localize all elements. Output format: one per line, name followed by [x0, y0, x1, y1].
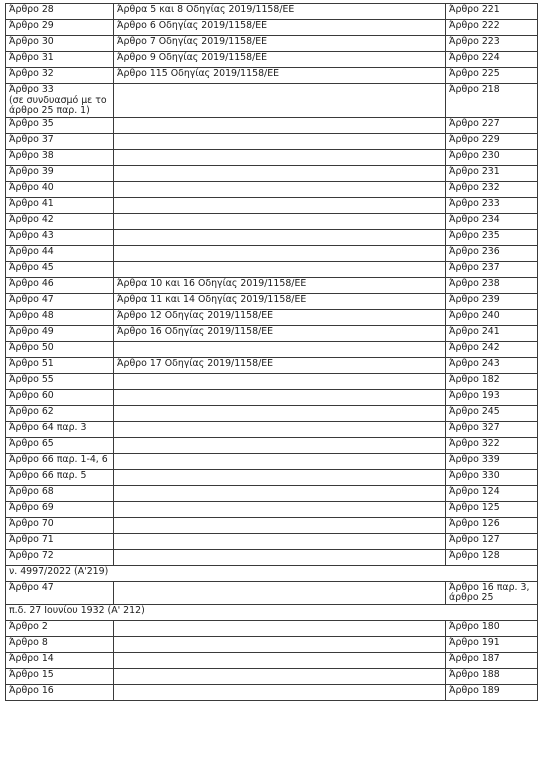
new-law-article-cell: Άρθρο 39: [6, 165, 114, 181]
directive-cell: Άρθρο 17 Οδηγίας 2019/1158/ΕΕ: [114, 357, 446, 373]
new-law-article-cell: Άρθρο 68: [6, 485, 114, 501]
table-row: [6, 277, 538, 293]
new-law-article-cell: Άρθρο 41: [6, 197, 114, 213]
table-row: [6, 389, 538, 405]
new-law-article-cell: Άρθρο 32: [6, 68, 114, 84]
old-law-article-cell: Άρθρο 236: [446, 245, 538, 261]
table-row: [6, 117, 538, 133]
section-header-cell: ν. 4997/2022 (Α'219): [6, 565, 538, 581]
table-row: [6, 373, 538, 389]
table-row: [6, 549, 538, 565]
table-row: [6, 517, 538, 533]
new-law-article-cell: Άρθρο 55: [6, 373, 114, 389]
old-law-article-cell: Άρθρο 232: [446, 181, 538, 197]
directive-cell: [114, 181, 446, 197]
table-row: [6, 533, 538, 549]
directive-cell: [114, 261, 446, 277]
old-law-article-cell: Άρθρο 224: [446, 52, 538, 68]
directive-cell: Άρθρα 5 και 8 Οδηγίας 2019/1158/ΕΕ: [114, 4, 446, 20]
new-law-article-cell: Άρθρο 65: [6, 437, 114, 453]
section-header-row: [6, 604, 538, 620]
new-law-article-cell: Άρθρο 47: [6, 581, 114, 604]
directive-cell: Άρθρο 9 Οδηγίας 2019/1158/ΕΕ: [114, 52, 446, 68]
table-row: [6, 668, 538, 684]
old-law-article-cell: Άρθρο 327: [446, 421, 538, 437]
old-law-article-cell: Άρθρο 16 παρ. 3, άρθρο 25: [446, 581, 538, 604]
old-law-article-cell: Άρθρο 227: [446, 117, 538, 133]
table-row: [6, 405, 538, 421]
table-row: [6, 357, 538, 373]
new-law-article-cell: Άρθρο 40: [6, 181, 114, 197]
table-row: [6, 84, 538, 118]
directive-cell: [114, 533, 446, 549]
old-law-article-cell: Άρθρο 230: [446, 149, 538, 165]
directive-cell: Άρθρο 12 Οδηγίας 2019/1158/ΕΕ: [114, 309, 446, 325]
table-row: [6, 149, 538, 165]
old-law-article-cell: Άρθρο 188: [446, 668, 538, 684]
old-law-article-cell: Άρθρο 235: [446, 229, 538, 245]
directive-cell: [114, 636, 446, 652]
directive-cell: [114, 620, 446, 636]
directive-cell: [114, 517, 446, 533]
section-header-cell: π.δ. 27 Ιουνίου 1932 (Α' 212): [6, 604, 538, 620]
old-law-article-cell: Άρθρο 127: [446, 533, 538, 549]
table-row: [6, 197, 538, 213]
directive-cell: [114, 501, 446, 517]
old-law-article-cell: Άρθρο 245: [446, 405, 538, 421]
new-law-article-cell: Άρθρο 70: [6, 517, 114, 533]
table-row: [6, 636, 538, 652]
correlation-table: [5, 3, 538, 701]
new-law-article-cell: Άρθρο 72: [6, 549, 114, 565]
old-law-article-cell: Άρθρο 231: [446, 165, 538, 181]
table-row: [6, 293, 538, 309]
table-row: [6, 437, 538, 453]
old-law-article-cell: Άρθρο 240: [446, 309, 538, 325]
table-row: [6, 684, 538, 700]
table-row: [6, 341, 538, 357]
directive-cell: [114, 389, 446, 405]
directive-cell: [114, 581, 446, 604]
table-row: [6, 453, 538, 469]
new-law-article-cell: Άρθρο 30: [6, 36, 114, 52]
old-law-article-cell: Άρθρο 126: [446, 517, 538, 533]
old-law-article-cell: Άρθρο 238: [446, 277, 538, 293]
old-law-article-cell: Άρθρο 189: [446, 684, 538, 700]
directive-cell: [114, 213, 446, 229]
old-law-article-cell: Άρθρο 218: [446, 84, 538, 118]
directive-cell: [114, 373, 446, 389]
directive-cell: [114, 405, 446, 421]
new-law-article-cell: Άρθρο 62: [6, 405, 114, 421]
new-law-article-cell: Άρθρο 51: [6, 357, 114, 373]
table-row: [6, 652, 538, 668]
new-law-article-cell: Άρθρο 8: [6, 636, 114, 652]
new-law-article-cell: Άρθρο 42: [6, 213, 114, 229]
old-law-article-cell: Άρθρο 223: [446, 36, 538, 52]
old-law-article-cell: Άρθρο 322: [446, 437, 538, 453]
directive-cell: [114, 245, 446, 261]
old-law-article-cell: Άρθρο 242: [446, 341, 538, 357]
new-law-article-cell: Άρθρο 64 παρ. 3: [6, 421, 114, 437]
directive-cell: Άρθρο 7 Οδηγίας 2019/1158/ΕΕ: [114, 36, 446, 52]
table-row: [6, 501, 538, 517]
directive-cell: [114, 149, 446, 165]
table-row: [6, 469, 538, 485]
table-row: [6, 485, 538, 501]
table-row: [6, 213, 538, 229]
old-law-article-cell: Άρθρο 187: [446, 652, 538, 668]
old-law-article-cell: Άρθρο 128: [446, 549, 538, 565]
table-row: [6, 68, 538, 84]
new-law-article-cell: Άρθρο 14: [6, 652, 114, 668]
old-law-article-cell: Άρθρο 193: [446, 389, 538, 405]
directive-cell: [114, 437, 446, 453]
directive-cell: [114, 485, 446, 501]
new-law-article-cell: Άρθρο 35: [6, 117, 114, 133]
table-row: [6, 4, 538, 20]
old-law-article-cell: Άρθρο 125: [446, 501, 538, 517]
new-law-article-cell: Άρθρο 44: [6, 245, 114, 261]
table-row: [6, 325, 538, 341]
directive-cell: [114, 684, 446, 700]
new-law-article-cell: Άρθρο 66 παρ. 1-4, 6: [6, 453, 114, 469]
new-law-article-cell: Άρθρο 48: [6, 309, 114, 325]
directive-cell: Άρθρο 16 Οδηγίας 2019/1158/ΕΕ: [114, 325, 446, 341]
new-law-article-cell: Άρθρο 71: [6, 533, 114, 549]
new-law-article-cell: Άρθρο 2: [6, 620, 114, 636]
old-law-article-cell: Άρθρο 234: [446, 213, 538, 229]
old-law-article-cell: Άρθρο 233: [446, 197, 538, 213]
directive-cell: Άρθρο 6 Οδηγίας 2019/1158/ΕΕ: [114, 20, 446, 36]
table-row: [6, 581, 538, 604]
old-law-article-cell: Άρθρο 229: [446, 133, 538, 149]
old-law-article-cell: Άρθρο 191: [446, 636, 538, 652]
directive-cell: [114, 341, 446, 357]
old-law-article-cell: Άρθρο 339: [446, 453, 538, 469]
table-row: [6, 20, 538, 36]
old-law-article-cell: Άρθρο 222: [446, 20, 538, 36]
new-law-article-cell: Άρθρο 33 (σε συνδυασμό με το άρθρο 25 παρ. 1): [6, 84, 114, 118]
new-law-article-cell: Άρθρο 50: [6, 341, 114, 357]
directive-cell: [114, 197, 446, 213]
table-row: [6, 261, 538, 277]
old-law-article-cell: Άρθρο 180: [446, 620, 538, 636]
table-row: [6, 36, 538, 52]
directive-cell: Άρθρα 10 και 16 Οδηγίας 2019/1158/ΕΕ: [114, 277, 446, 293]
table-row: [6, 133, 538, 149]
directive-cell: [114, 229, 446, 245]
new-law-article-cell: Άρθρο 43: [6, 229, 114, 245]
directive-cell: Άρθρα 11 και 14 Οδηγίας 2019/1158/ΕΕ: [114, 293, 446, 309]
new-law-article-cell: Άρθρο 69: [6, 501, 114, 517]
directive-cell: [114, 165, 446, 181]
table-row: [6, 181, 538, 197]
table-row: [6, 245, 538, 261]
old-law-article-cell: Άρθρο 243: [446, 357, 538, 373]
new-law-article-cell: Άρθρο 16: [6, 684, 114, 700]
directive-cell: [114, 652, 446, 668]
new-law-article-cell: Άρθρο 49: [6, 325, 114, 341]
table-row: [6, 309, 538, 325]
new-law-article-cell: Άρθρο 38: [6, 149, 114, 165]
old-law-article-cell: Άρθρο 221: [446, 4, 538, 20]
old-law-article-cell: Άρθρο 330: [446, 469, 538, 485]
table-row: [6, 620, 538, 636]
new-law-article-cell: Άρθρο 45: [6, 261, 114, 277]
directive-cell: [114, 668, 446, 684]
new-law-article-cell: Άρθρο 31: [6, 52, 114, 68]
directive-cell: [114, 133, 446, 149]
new-law-article-cell: Άρθρο 47: [6, 293, 114, 309]
directive-cell: [114, 453, 446, 469]
directive-cell: [114, 117, 446, 133]
new-law-article-cell: Άρθρο 37: [6, 133, 114, 149]
directive-cell: [114, 469, 446, 485]
new-law-article-cell: Άρθρο 46: [6, 277, 114, 293]
table-row: [6, 165, 538, 181]
new-law-article-cell: Άρθρο 28: [6, 4, 114, 20]
directive-cell: Άρθρο 115 Οδηγίας 2019/1158/ΕΕ: [114, 68, 446, 84]
old-law-article-cell: Άρθρο 241: [446, 325, 538, 341]
old-law-article-cell: Άρθρο 225: [446, 68, 538, 84]
old-law-article-cell: Άρθρο 182: [446, 373, 538, 389]
new-law-article-cell: Άρθρο 15: [6, 668, 114, 684]
new-law-article-cell: Άρθρο 29: [6, 20, 114, 36]
table-row: [6, 52, 538, 68]
old-law-article-cell: Άρθρο 237: [446, 261, 538, 277]
table-row: [6, 421, 538, 437]
new-law-article-cell: Άρθρο 60: [6, 389, 114, 405]
directive-cell: [114, 84, 446, 118]
section-header-row: [6, 565, 538, 581]
directive-cell: [114, 421, 446, 437]
table-body: [6, 4, 538, 701]
directive-cell: [114, 549, 446, 565]
old-law-article-cell: Άρθρο 239: [446, 293, 538, 309]
table-row: [6, 229, 538, 245]
old-law-article-cell: Άρθρο 124: [446, 485, 538, 501]
new-law-article-cell: Άρθρο 66 παρ. 5: [6, 469, 114, 485]
